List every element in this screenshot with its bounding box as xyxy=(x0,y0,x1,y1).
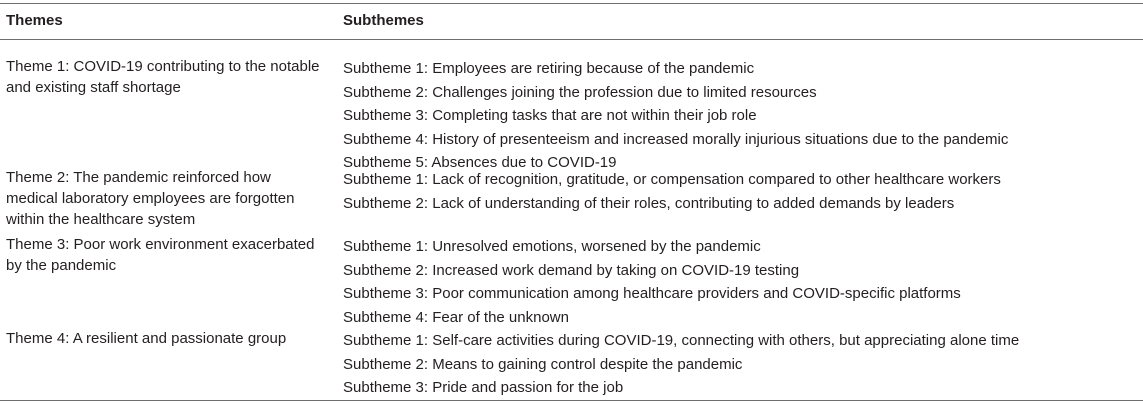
subtheme-text: Subtheme 5: Absences due to COVID-19 xyxy=(343,154,617,171)
table-bottom-rule xyxy=(0,400,1143,401)
subtheme-cell xyxy=(343,235,1138,329)
subtheme-text: Subtheme 2: Means to gaining control despite the pandemic xyxy=(343,355,743,373)
subtheme-text: Subtheme 2: Increased work demand by taking on COVID-19 testing xyxy=(343,261,800,279)
theme-text: within the healthcare system xyxy=(6,211,196,228)
theme-cell xyxy=(6,56,336,98)
subtheme-cell xyxy=(343,168,1138,215)
subtheme-text: Subtheme 3: Poor communication among healthcare providers and COVID-specific platforms xyxy=(343,285,961,302)
subtheme-text: Subtheme 4: Fear of the unknown xyxy=(343,308,569,326)
theme-text: Theme 2: The pandemic reinforced how xyxy=(6,169,271,186)
subtheme-cell xyxy=(343,57,1138,175)
theme-text: Theme 3: Poor work environment exacerbated xyxy=(6,236,315,253)
table-header xyxy=(0,11,1143,33)
theme-text: and existing staff shortage xyxy=(6,79,181,96)
subtheme-text: Subtheme 3: Completing tasks that are not within their job role xyxy=(343,107,757,124)
theme-text: medical laboratory employees are forgotten xyxy=(6,190,295,207)
subtheme-text: Subtheme 4: History of presenteeism and increased morally injurious situations due to the pandemic xyxy=(343,130,1009,148)
header-subthemes: Subthemes xyxy=(343,12,424,29)
theme-cell xyxy=(6,328,336,349)
subtheme-text: Subtheme 2: Lack of understanding of their roles, contributing to added demands by leaders xyxy=(343,194,955,212)
subtheme-text: Subtheme 1: Self-care activities during COVID-19, connecting with others, but appreciating alone time xyxy=(343,332,1020,349)
theme-text: Theme 4: A resilient and passionate group xyxy=(6,330,287,347)
theme-text: by the pandemic xyxy=(6,257,117,274)
theme-cell xyxy=(6,234,336,276)
subtheme-text: Subtheme 2: Challenges joining the profession due to limited resources xyxy=(343,83,817,101)
subtheme-text: Subtheme 1: Employees are retiring because of the pandemic xyxy=(343,60,755,77)
subtheme-text: Subtheme 1: Unresolved emotions, worsened by the pandemic xyxy=(343,238,761,255)
subtheme-text: Subtheme 3: Pride and passion for the job xyxy=(343,379,624,396)
theme-text: Theme 1: COVID-19 contributing to the notable xyxy=(6,58,320,75)
header-themes: Themes xyxy=(6,12,63,29)
table-header-rule xyxy=(0,39,1143,40)
subtheme-cell xyxy=(343,329,1138,400)
theme-cell xyxy=(6,167,336,230)
table-top-rule xyxy=(0,3,1143,4)
subtheme-text: Subtheme 1: Lack of recognition, gratitude, or compensation compared to other healthcare workers xyxy=(343,171,1001,188)
